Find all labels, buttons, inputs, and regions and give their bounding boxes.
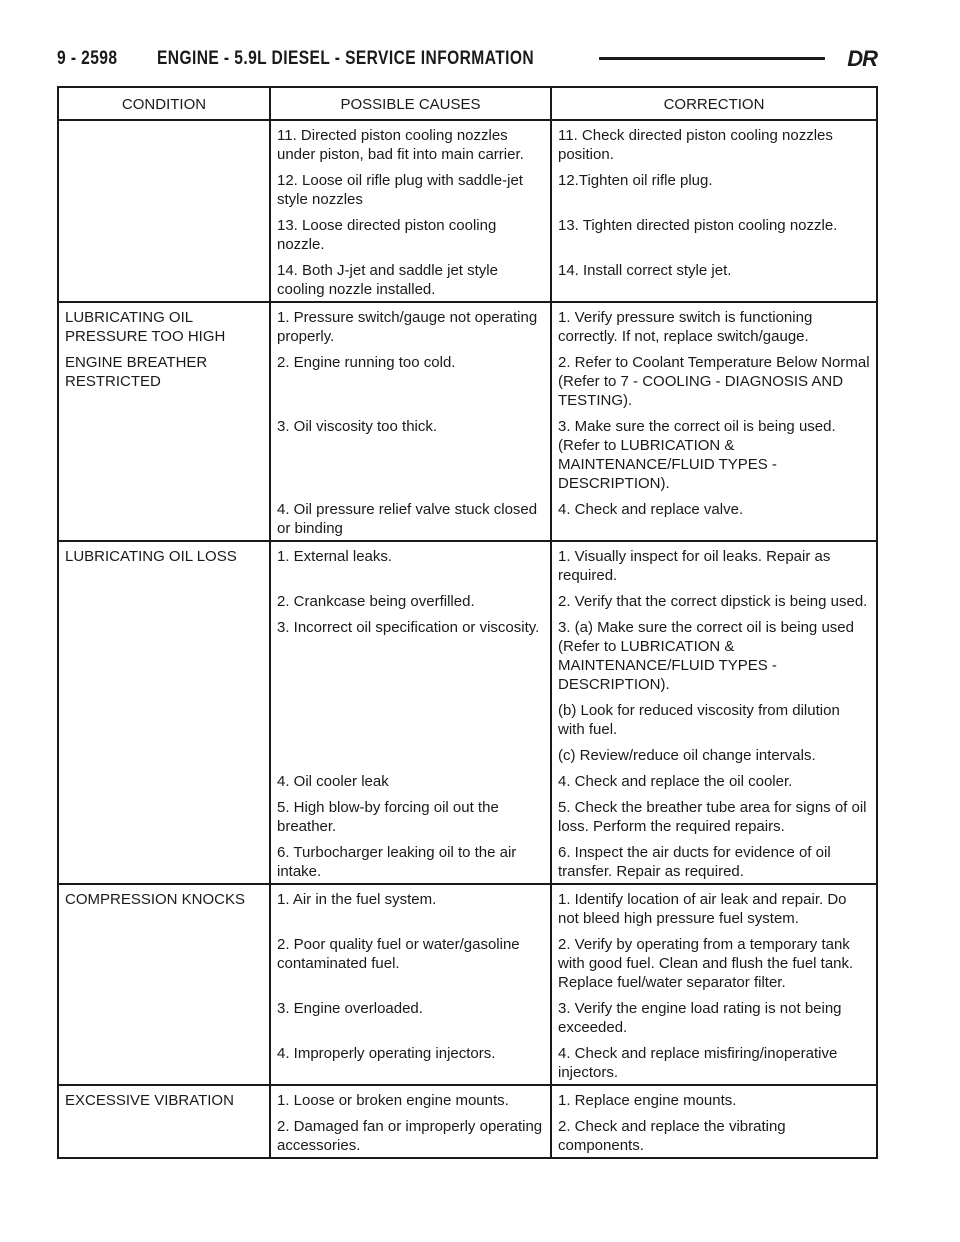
- table-row: [58, 838, 877, 884]
- cause-cell: 3. Engine overloaded.: [270, 994, 551, 1039]
- page-header: [57, 44, 877, 74]
- table-row: [58, 1112, 877, 1158]
- condition-cell: [58, 256, 270, 302]
- cause-cell: 6. Turbocharger leaking oil to the air intake.: [270, 838, 551, 884]
- cause-cell: [270, 696, 551, 741]
- correction-cell: 4. Check and replace valve.: [551, 495, 877, 541]
- page-title: ENGINE - 5.9L DIESEL - SERVICE INFORMATION: [157, 48, 535, 69]
- correction-cell: (c) Review/reduce oil change intervals.: [551, 741, 877, 767]
- table-row: [58, 767, 877, 793]
- table-row: [58, 930, 877, 994]
- condition-cell: [58, 587, 270, 613]
- condition-cell: [58, 838, 270, 884]
- correction-cell: 6. Inspect the air ducts for evidence of oil transfer. Repair as required.: [551, 838, 877, 884]
- cause-cell: 3. Oil viscosity too thick.: [270, 412, 551, 495]
- correction-cell: 1. Verify pressure switch is functioning correctly. If not, replace switch/gauge.: [551, 302, 877, 348]
- correction-cell: 1. Identify location of air leak and repair. Do not bleed high pressure fuel system.: [551, 884, 877, 930]
- correction-cell: 13. Tighten directed piston cooling nozzle.: [551, 211, 877, 256]
- condition-cell: [58, 495, 270, 541]
- condition-cell: [58, 793, 270, 838]
- diagnosis-table: [57, 86, 878, 1159]
- condition-cell: [58, 1039, 270, 1085]
- table-row: [58, 348, 877, 412]
- correction-cell: 2. Verify by operating from a temporary tank with good fuel. Clean and flush the fuel tank. Replace fuel/water separator filter.: [551, 930, 877, 994]
- cause-cell: 1. Loose or broken engine mounts.: [270, 1085, 551, 1112]
- condition-cell: EXCESSIVE VIBRATION: [58, 1085, 270, 1112]
- table-row: [58, 120, 877, 166]
- table-row: [58, 587, 877, 613]
- cause-cell: 12. Loose oil rifle plug with saddle-jet style nozzles: [270, 166, 551, 211]
- table-row: [58, 495, 877, 541]
- condition-cell: [58, 211, 270, 256]
- table-row: [58, 613, 877, 696]
- cause-cell: 4. Oil cooler leak: [270, 767, 551, 793]
- table-row: [58, 166, 877, 211]
- correction-cell: 3. Make sure the correct oil is being used. (Refer to LUBRICATION & MAINTENANCE/FLUID TYPES - DESCRIPTION).: [551, 412, 877, 495]
- cause-cell: [270, 741, 551, 767]
- correction-cell: 1. Visually inspect for oil leaks. Repair as required.: [551, 541, 877, 587]
- correction-cell: 12.Tighten oil rifle plug.: [551, 166, 877, 211]
- table-row: [58, 541, 877, 587]
- cause-cell: 1. Air in the fuel system.: [270, 884, 551, 930]
- cause-cell: 5. High blow-by forcing oil out the breather.: [270, 793, 551, 838]
- condition-cell: [58, 994, 270, 1039]
- cause-cell: 2. Damaged fan or improperly operating accessories.: [270, 1112, 551, 1158]
- condition-cell: [58, 613, 270, 696]
- cause-cell: 4. Oil pressure relief valve stuck closed or binding: [270, 495, 551, 541]
- brand-logo: DR: [847, 46, 877, 71]
- table-row: [58, 211, 877, 256]
- correction-cell: 14. Install correct style jet.: [551, 256, 877, 302]
- page-number: 9 - 2598: [57, 48, 118, 69]
- correction-cell: 11. Check directed piston cooling nozzles position.: [551, 120, 877, 166]
- condition-cell: [58, 930, 270, 994]
- condition-cell: [58, 741, 270, 767]
- correction-cell: 4. Check and replace the oil cooler.: [551, 767, 877, 793]
- table-row: [58, 1085, 877, 1112]
- table-row: [58, 793, 877, 838]
- cause-cell: 2. Poor quality fuel or water/gasoline contaminated fuel.: [270, 930, 551, 994]
- correction-cell: 2. Refer to Coolant Temperature Below Normal (Refer to 7 - COOLING - DIAGNOSIS AND TESTING).: [551, 348, 877, 412]
- correction-cell: 2. Verify that the correct dipstick is being used.: [551, 587, 877, 613]
- cause-cell: 1. Pressure switch/gauge not operating properly.: [270, 302, 551, 348]
- condition-cell: LUBRICATING OIL LOSS: [58, 541, 270, 587]
- correction-cell: 2. Check and replace the vibrating components.: [551, 1112, 877, 1158]
- cause-cell: 2. Crankcase being overfilled.: [270, 587, 551, 613]
- correction-cell: 4. Check and replace misfiring/inoperative injectors.: [551, 1039, 877, 1085]
- correction-cell: 1. Replace engine mounts.: [551, 1085, 877, 1112]
- cause-cell: 2. Engine running too cold.: [270, 348, 551, 412]
- condition-cell: [58, 767, 270, 793]
- cause-cell: 1. External leaks.: [270, 541, 551, 587]
- table-body: [58, 120, 877, 1158]
- header-rule: [599, 57, 825, 60]
- cause-cell: 14. Both J-jet and saddle jet style cooling nozzle installed.: [270, 256, 551, 302]
- cause-cell: 13. Loose directed piston cooling nozzle.: [270, 211, 551, 256]
- correction-cell: 3. (a) Make sure the correct oil is being used (Refer to LUBRICATION & MAINTENANCE/FLUID TYPES - DESCRIPTION).: [551, 613, 877, 696]
- condition-cell: [58, 166, 270, 211]
- correction-cell: (b) Look for reduced viscosity from dilution with fuel.: [551, 696, 877, 741]
- table-row: [58, 302, 877, 348]
- cause-cell: 4. Improperly operating injectors.: [270, 1039, 551, 1085]
- correction-cell: 3. Verify the engine load rating is not being exceeded.: [551, 994, 877, 1039]
- column-header-possible-causes: POSSIBLE CAUSES: [270, 87, 551, 120]
- table-header-row: [58, 87, 877, 120]
- table-row: [58, 256, 877, 302]
- table-row: [58, 994, 877, 1039]
- table-row: [58, 1039, 877, 1085]
- cause-cell: 11. Directed piston cooling nozzles under piston, bad fit into main carrier.: [270, 120, 551, 166]
- table-row: [58, 741, 877, 767]
- column-header-correction: CORRECTION: [551, 87, 877, 120]
- condition-cell: ENGINE BREATHER RESTRICTED: [58, 348, 270, 412]
- table-row: [58, 412, 877, 495]
- condition-cell: [58, 1112, 270, 1158]
- table-row: [58, 884, 877, 930]
- table-row: [58, 696, 877, 741]
- cause-cell: 3. Incorrect oil specification or viscosity.: [270, 613, 551, 696]
- column-header-condition: CONDITION: [58, 87, 270, 120]
- condition-cell: [58, 120, 270, 166]
- condition-cell: [58, 696, 270, 741]
- correction-cell: 5. Check the breather tube area for signs of oil loss. Perform the required repairs.: [551, 793, 877, 838]
- condition-cell: LUBRICATING OIL PRESSURE TOO HIGH: [58, 302, 270, 348]
- condition-cell: [58, 412, 270, 495]
- condition-cell: COMPRESSION KNOCKS: [58, 884, 270, 930]
